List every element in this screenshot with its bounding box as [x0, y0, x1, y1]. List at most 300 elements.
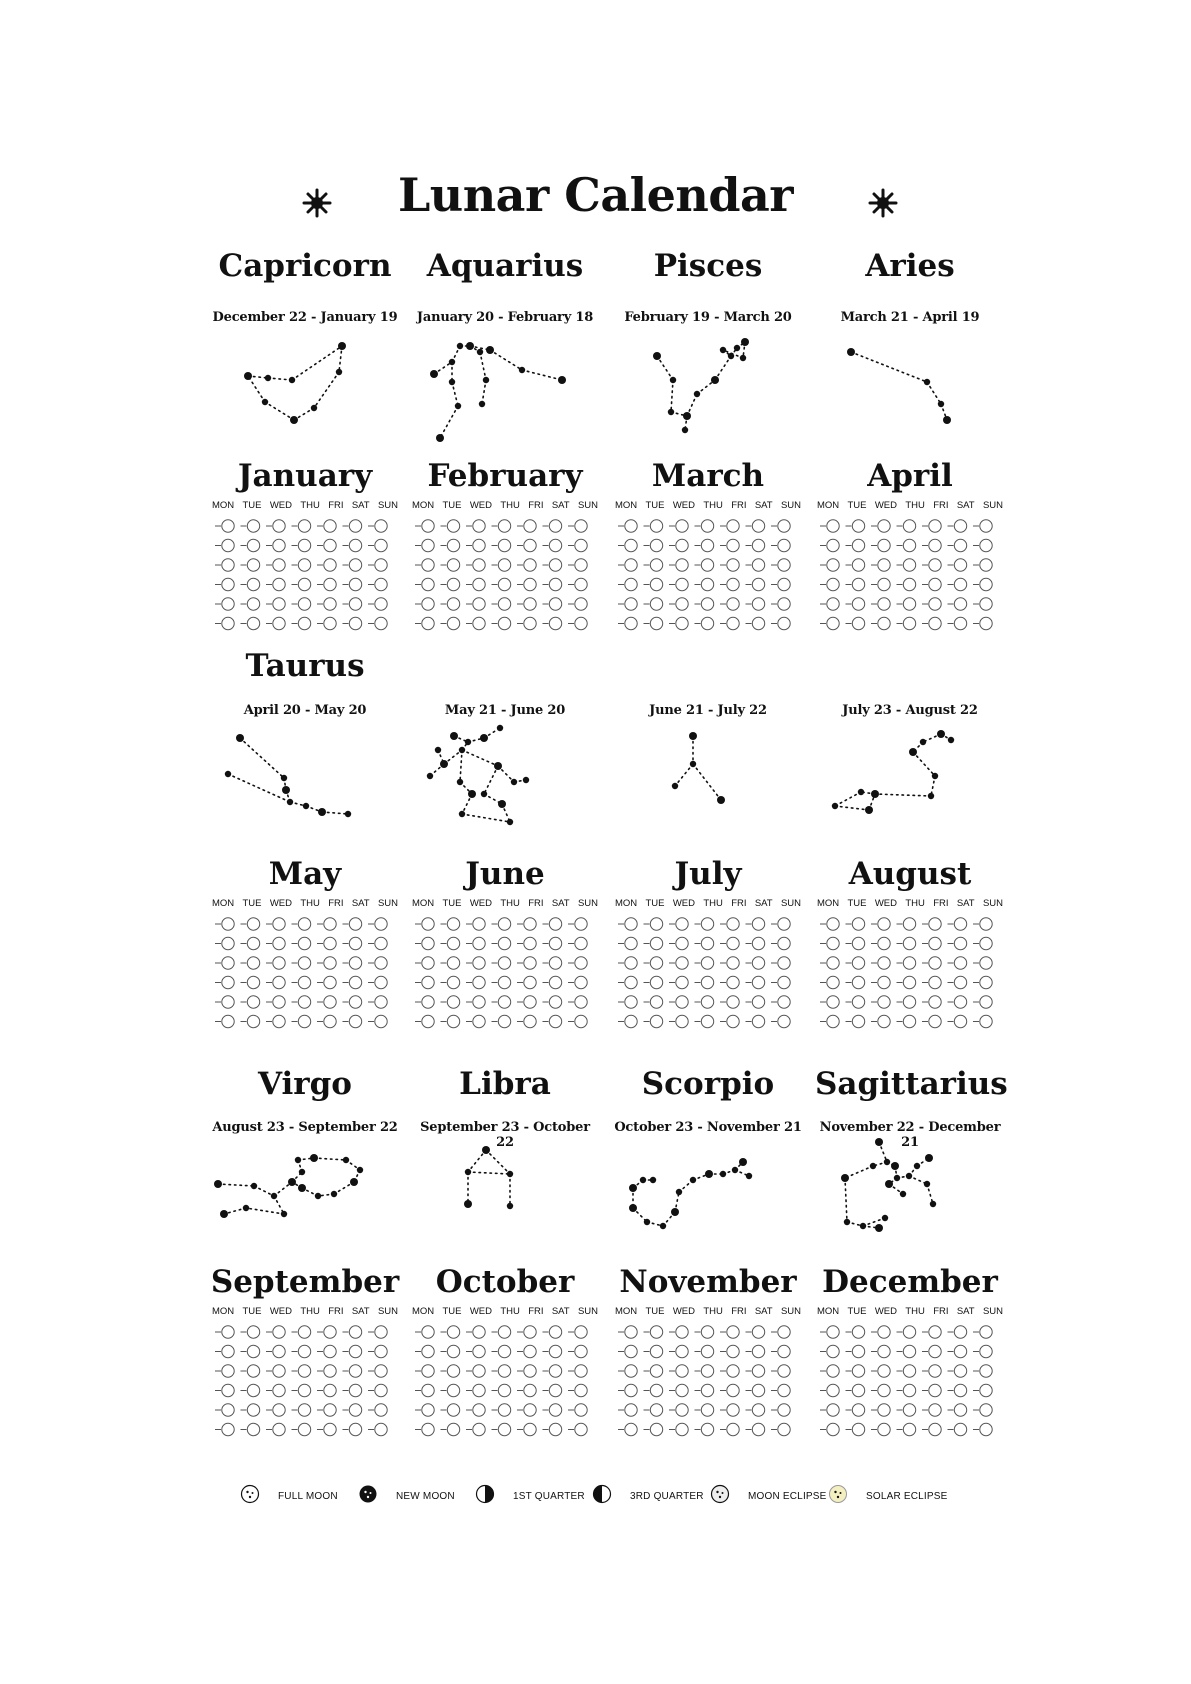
day-circle[interactable]	[852, 598, 864, 610]
day-circle[interactable]	[625, 520, 637, 532]
day-circle[interactable]	[625, 1015, 637, 1027]
day-circle[interactable]	[852, 617, 864, 629]
day-circle[interactable]	[524, 937, 536, 949]
day-circle[interactable]	[375, 1404, 387, 1416]
day-circle[interactable]	[524, 559, 536, 571]
day-circle[interactable]	[827, 559, 839, 571]
day-circle[interactable]	[778, 598, 790, 610]
day-circle[interactable]	[349, 1423, 361, 1435]
day-circle[interactable]	[903, 1015, 915, 1027]
day-circle[interactable]	[929, 937, 941, 949]
day-circle[interactable]	[324, 598, 336, 610]
day-circle[interactable]	[752, 1404, 764, 1416]
day-circle[interactable]	[954, 957, 966, 969]
day-circle[interactable]	[954, 1365, 966, 1377]
day-circle[interactable]	[247, 598, 259, 610]
day-circle[interactable]	[247, 937, 259, 949]
day-circle[interactable]	[650, 1326, 662, 1338]
day-circle[interactable]	[929, 1384, 941, 1396]
day-circle[interactable]	[752, 957, 764, 969]
day-circle[interactable]	[575, 520, 587, 532]
day-circle[interactable]	[498, 1326, 510, 1338]
day-circle[interactable]	[752, 976, 764, 988]
day-circle[interactable]	[422, 1423, 434, 1435]
day-circle[interactable]	[575, 1326, 587, 1338]
day-circle[interactable]	[575, 559, 587, 571]
day-circle[interactable]	[929, 1423, 941, 1435]
day-circle[interactable]	[929, 598, 941, 610]
day-circle[interactable]	[498, 559, 510, 571]
day-circle[interactable]	[298, 918, 310, 930]
day-circle[interactable]	[498, 937, 510, 949]
day-circle[interactable]	[473, 539, 485, 551]
day-circle[interactable]	[298, 539, 310, 551]
day-circle[interactable]	[752, 539, 764, 551]
day-circle[interactable]	[701, 1365, 713, 1377]
day-circle[interactable]	[827, 520, 839, 532]
day-circle[interactable]	[375, 1384, 387, 1396]
day-circle[interactable]	[701, 617, 713, 629]
day-circle[interactable]	[273, 598, 285, 610]
day-circle[interactable]	[701, 1384, 713, 1396]
day-circle[interactable]	[247, 539, 259, 551]
day-circle[interactable]	[625, 1404, 637, 1416]
day-circle[interactable]	[273, 1365, 285, 1377]
day-circle[interactable]	[676, 578, 688, 590]
day-circle[interactable]	[929, 1326, 941, 1338]
day-circle[interactable]	[903, 617, 915, 629]
day-circle[interactable]	[349, 957, 361, 969]
day-circle[interactable]	[524, 1384, 536, 1396]
day-circle[interactable]	[498, 598, 510, 610]
day-circle[interactable]	[878, 1384, 890, 1396]
day-circle[interactable]	[980, 617, 992, 629]
day-circle[interactable]	[324, 918, 336, 930]
day-circle[interactable]	[625, 1384, 637, 1396]
day-circle[interactable]	[676, 539, 688, 551]
day-circle[interactable]	[701, 996, 713, 1008]
day-circle[interactable]	[852, 918, 864, 930]
day-circle[interactable]	[954, 1384, 966, 1396]
day-circle[interactable]	[298, 1423, 310, 1435]
day-circle[interactable]	[222, 578, 234, 590]
day-circle[interactable]	[852, 937, 864, 949]
day-circle[interactable]	[298, 976, 310, 988]
day-circle[interactable]	[375, 918, 387, 930]
day-circle[interactable]	[422, 1326, 434, 1338]
day-circle[interactable]	[422, 1384, 434, 1396]
day-circle[interactable]	[752, 598, 764, 610]
day-circle[interactable]	[349, 1384, 361, 1396]
day-circle[interactable]	[247, 918, 259, 930]
day-circle[interactable]	[524, 1345, 536, 1357]
day-circle[interactable]	[422, 1345, 434, 1357]
day-circle[interactable]	[954, 1423, 966, 1435]
day-circle[interactable]	[375, 520, 387, 532]
day-circle[interactable]	[727, 578, 739, 590]
day-circle[interactable]	[524, 957, 536, 969]
day-circle[interactable]	[980, 559, 992, 571]
day-circle[interactable]	[473, 957, 485, 969]
day-circle[interactable]	[575, 976, 587, 988]
day-circle[interactable]	[980, 1326, 992, 1338]
day-circle[interactable]	[852, 1345, 864, 1357]
day-circle[interactable]	[852, 578, 864, 590]
day-circle[interactable]	[980, 918, 992, 930]
day-circle[interactable]	[473, 937, 485, 949]
day-circle[interactable]	[473, 1423, 485, 1435]
day-circle[interactable]	[375, 1365, 387, 1377]
day-circle[interactable]	[625, 957, 637, 969]
day-circle[interactable]	[524, 1015, 536, 1027]
day-circle[interactable]	[827, 1384, 839, 1396]
day-circle[interactable]	[852, 1015, 864, 1027]
day-circle[interactable]	[852, 1365, 864, 1377]
day-circle[interactable]	[852, 559, 864, 571]
day-circle[interactable]	[422, 1365, 434, 1377]
day-circle[interactable]	[549, 1015, 561, 1027]
day-circle[interactable]	[422, 539, 434, 551]
day-circle[interactable]	[247, 1326, 259, 1338]
day-circle[interactable]	[650, 918, 662, 930]
day-circle[interactable]	[473, 598, 485, 610]
day-circle[interactable]	[903, 957, 915, 969]
day-circle[interactable]	[980, 996, 992, 1008]
day-circle[interactable]	[827, 617, 839, 629]
day-circle[interactable]	[247, 1423, 259, 1435]
day-circle[interactable]	[878, 996, 890, 1008]
day-circle[interactable]	[778, 918, 790, 930]
day-circle[interactable]	[778, 957, 790, 969]
day-circle[interactable]	[701, 1015, 713, 1027]
day-circle[interactable]	[878, 976, 890, 988]
day-circle[interactable]	[852, 539, 864, 551]
day-circle[interactable]	[447, 520, 459, 532]
day-circle[interactable]	[298, 1365, 310, 1377]
day-circle[interactable]	[778, 996, 790, 1008]
day-circle[interactable]	[298, 1404, 310, 1416]
day-circle[interactable]	[473, 617, 485, 629]
day-circle[interactable]	[676, 996, 688, 1008]
day-circle[interactable]	[954, 1326, 966, 1338]
day-circle[interactable]	[676, 1015, 688, 1027]
day-circle[interactable]	[650, 559, 662, 571]
day-circle[interactable]	[273, 1404, 285, 1416]
day-circle[interactable]	[575, 1423, 587, 1435]
day-circle[interactable]	[349, 539, 361, 551]
day-circle[interactable]	[375, 598, 387, 610]
day-circle[interactable]	[422, 918, 434, 930]
day-circle[interactable]	[878, 937, 890, 949]
day-circle[interactable]	[827, 539, 839, 551]
day-circle[interactable]	[878, 1345, 890, 1357]
day-circle[interactable]	[349, 598, 361, 610]
day-circle[interactable]	[324, 520, 336, 532]
day-circle[interactable]	[778, 937, 790, 949]
day-circle[interactable]	[222, 598, 234, 610]
day-circle[interactable]	[273, 539, 285, 551]
day-circle[interactable]	[676, 1423, 688, 1435]
day-circle[interactable]	[625, 617, 637, 629]
day-circle[interactable]	[324, 957, 336, 969]
day-circle[interactable]	[980, 598, 992, 610]
day-circle[interactable]	[447, 996, 459, 1008]
day-circle[interactable]	[498, 1384, 510, 1396]
day-circle[interactable]	[625, 1345, 637, 1357]
day-circle[interactable]	[980, 937, 992, 949]
day-circle[interactable]	[498, 1423, 510, 1435]
day-circle[interactable]	[752, 520, 764, 532]
day-circle[interactable]	[298, 520, 310, 532]
day-circle[interactable]	[852, 1326, 864, 1338]
day-circle[interactable]	[701, 578, 713, 590]
day-circle[interactable]	[727, 539, 739, 551]
day-circle[interactable]	[778, 578, 790, 590]
day-circle[interactable]	[778, 1423, 790, 1435]
day-circle[interactable]	[447, 1326, 459, 1338]
day-circle[interactable]	[324, 1404, 336, 1416]
day-circle[interactable]	[575, 918, 587, 930]
day-circle[interactable]	[298, 1345, 310, 1357]
day-circle[interactable]	[222, 539, 234, 551]
day-circle[interactable]	[727, 1345, 739, 1357]
day-circle[interactable]	[498, 1365, 510, 1377]
day-circle[interactable]	[701, 937, 713, 949]
day-circle[interactable]	[498, 617, 510, 629]
day-circle[interactable]	[273, 976, 285, 988]
day-circle[interactable]	[650, 996, 662, 1008]
day-circle[interactable]	[778, 1345, 790, 1357]
day-circle[interactable]	[273, 996, 285, 1008]
day-circle[interactable]	[903, 559, 915, 571]
day-circle[interactable]	[298, 1384, 310, 1396]
day-circle[interactable]	[778, 520, 790, 532]
day-circle[interactable]	[827, 1345, 839, 1357]
day-circle[interactable]	[447, 957, 459, 969]
day-circle[interactable]	[625, 598, 637, 610]
day-circle[interactable]	[324, 976, 336, 988]
day-circle[interactable]	[727, 598, 739, 610]
day-circle[interactable]	[625, 539, 637, 551]
day-circle[interactable]	[727, 1365, 739, 1377]
day-circle[interactable]	[524, 539, 536, 551]
day-circle[interactable]	[625, 996, 637, 1008]
day-circle[interactable]	[878, 598, 890, 610]
day-circle[interactable]	[549, 1404, 561, 1416]
day-circle[interactable]	[375, 1015, 387, 1027]
day-circle[interactable]	[298, 937, 310, 949]
day-circle[interactable]	[727, 996, 739, 1008]
day-circle[interactable]	[625, 559, 637, 571]
day-circle[interactable]	[324, 937, 336, 949]
day-circle[interactable]	[375, 559, 387, 571]
day-circle[interactable]	[222, 1423, 234, 1435]
day-circle[interactable]	[247, 957, 259, 969]
day-circle[interactable]	[575, 1404, 587, 1416]
day-circle[interactable]	[903, 1345, 915, 1357]
day-circle[interactable]	[752, 1384, 764, 1396]
day-circle[interactable]	[903, 520, 915, 532]
day-circle[interactable]	[676, 937, 688, 949]
day-circle[interactable]	[349, 976, 361, 988]
day-circle[interactable]	[727, 520, 739, 532]
day-circle[interactable]	[324, 539, 336, 551]
day-circle[interactable]	[298, 559, 310, 571]
day-circle[interactable]	[954, 937, 966, 949]
day-circle[interactable]	[324, 1015, 336, 1027]
day-circle[interactable]	[298, 957, 310, 969]
day-circle[interactable]	[298, 996, 310, 1008]
day-circle[interactable]	[549, 617, 561, 629]
day-circle[interactable]	[954, 1404, 966, 1416]
day-circle[interactable]	[575, 578, 587, 590]
day-circle[interactable]	[827, 1365, 839, 1377]
day-circle[interactable]	[524, 578, 536, 590]
day-circle[interactable]	[980, 539, 992, 551]
day-circle[interactable]	[447, 1423, 459, 1435]
day-circle[interactable]	[954, 617, 966, 629]
day-circle[interactable]	[524, 976, 536, 988]
day-circle[interactable]	[349, 1345, 361, 1357]
day-circle[interactable]	[676, 1404, 688, 1416]
day-circle[interactable]	[827, 918, 839, 930]
day-circle[interactable]	[650, 957, 662, 969]
day-circle[interactable]	[954, 1345, 966, 1357]
day-circle[interactable]	[422, 976, 434, 988]
day-circle[interactable]	[375, 617, 387, 629]
day-circle[interactable]	[375, 1345, 387, 1357]
day-circle[interactable]	[549, 918, 561, 930]
day-circle[interactable]	[701, 559, 713, 571]
day-circle[interactable]	[980, 1384, 992, 1396]
day-circle[interactable]	[650, 976, 662, 988]
day-circle[interactable]	[375, 996, 387, 1008]
day-circle[interactable]	[349, 996, 361, 1008]
day-circle[interactable]	[778, 1326, 790, 1338]
day-circle[interactable]	[752, 937, 764, 949]
day-circle[interactable]	[929, 996, 941, 1008]
day-circle[interactable]	[422, 1015, 434, 1027]
day-circle[interactable]	[473, 1326, 485, 1338]
day-circle[interactable]	[827, 578, 839, 590]
day-circle[interactable]	[222, 1365, 234, 1377]
day-circle[interactable]	[903, 598, 915, 610]
day-circle[interactable]	[727, 617, 739, 629]
day-circle[interactable]	[752, 617, 764, 629]
day-circle[interactable]	[625, 937, 637, 949]
day-circle[interactable]	[222, 976, 234, 988]
day-circle[interactable]	[929, 520, 941, 532]
day-circle[interactable]	[324, 559, 336, 571]
day-circle[interactable]	[375, 539, 387, 551]
day-circle[interactable]	[954, 578, 966, 590]
day-circle[interactable]	[827, 957, 839, 969]
day-circle[interactable]	[752, 559, 764, 571]
day-circle[interactable]	[980, 1423, 992, 1435]
day-circle[interactable]	[222, 1345, 234, 1357]
day-circle[interactable]	[447, 1404, 459, 1416]
day-circle[interactable]	[349, 1404, 361, 1416]
day-circle[interactable]	[727, 1404, 739, 1416]
day-circle[interactable]	[878, 520, 890, 532]
day-circle[interactable]	[676, 1326, 688, 1338]
day-circle[interactable]	[575, 1384, 587, 1396]
day-circle[interactable]	[676, 1345, 688, 1357]
day-circle[interactable]	[422, 520, 434, 532]
day-circle[interactable]	[349, 1326, 361, 1338]
day-circle[interactable]	[929, 976, 941, 988]
day-circle[interactable]	[324, 1384, 336, 1396]
day-circle[interactable]	[878, 1404, 890, 1416]
day-circle[interactable]	[954, 520, 966, 532]
day-circle[interactable]	[929, 559, 941, 571]
day-circle[interactable]	[222, 1326, 234, 1338]
day-circle[interactable]	[852, 1423, 864, 1435]
day-circle[interactable]	[778, 559, 790, 571]
day-circle[interactable]	[852, 976, 864, 988]
day-circle[interactable]	[852, 1384, 864, 1396]
day-circle[interactable]	[422, 957, 434, 969]
day-circle[interactable]	[650, 617, 662, 629]
day-circle[interactable]	[903, 1365, 915, 1377]
day-circle[interactable]	[447, 559, 459, 571]
day-circle[interactable]	[222, 918, 234, 930]
day-circle[interactable]	[273, 520, 285, 532]
day-circle[interactable]	[575, 617, 587, 629]
day-circle[interactable]	[498, 1015, 510, 1027]
day-circle[interactable]	[778, 1365, 790, 1377]
day-circle[interactable]	[447, 976, 459, 988]
day-circle[interactable]	[878, 957, 890, 969]
day-circle[interactable]	[273, 578, 285, 590]
day-circle[interactable]	[473, 1365, 485, 1377]
day-circle[interactable]	[273, 1384, 285, 1396]
day-circle[interactable]	[549, 1345, 561, 1357]
day-circle[interactable]	[676, 520, 688, 532]
day-circle[interactable]	[701, 1345, 713, 1357]
day-circle[interactable]	[980, 520, 992, 532]
day-circle[interactable]	[549, 520, 561, 532]
day-circle[interactable]	[980, 976, 992, 988]
day-circle[interactable]	[473, 559, 485, 571]
day-circle[interactable]	[498, 1404, 510, 1416]
day-circle[interactable]	[447, 1365, 459, 1377]
day-circle[interactable]	[727, 1326, 739, 1338]
day-circle[interactable]	[929, 1015, 941, 1027]
day-circle[interactable]	[625, 578, 637, 590]
day-circle[interactable]	[929, 617, 941, 629]
day-circle[interactable]	[498, 976, 510, 988]
day-circle[interactable]	[701, 598, 713, 610]
day-circle[interactable]	[650, 937, 662, 949]
day-circle[interactable]	[524, 598, 536, 610]
day-circle[interactable]	[650, 1365, 662, 1377]
day-circle[interactable]	[778, 976, 790, 988]
day-circle[interactable]	[778, 539, 790, 551]
day-circle[interactable]	[298, 617, 310, 629]
day-circle[interactable]	[903, 1384, 915, 1396]
day-circle[interactable]	[752, 996, 764, 1008]
day-circle[interactable]	[473, 1015, 485, 1027]
day-circle[interactable]	[778, 1404, 790, 1416]
day-circle[interactable]	[375, 976, 387, 988]
day-circle[interactable]	[222, 937, 234, 949]
day-circle[interactable]	[422, 1404, 434, 1416]
day-circle[interactable]	[878, 578, 890, 590]
day-circle[interactable]	[878, 1326, 890, 1338]
day-circle[interactable]	[980, 1345, 992, 1357]
day-circle[interactable]	[752, 1326, 764, 1338]
